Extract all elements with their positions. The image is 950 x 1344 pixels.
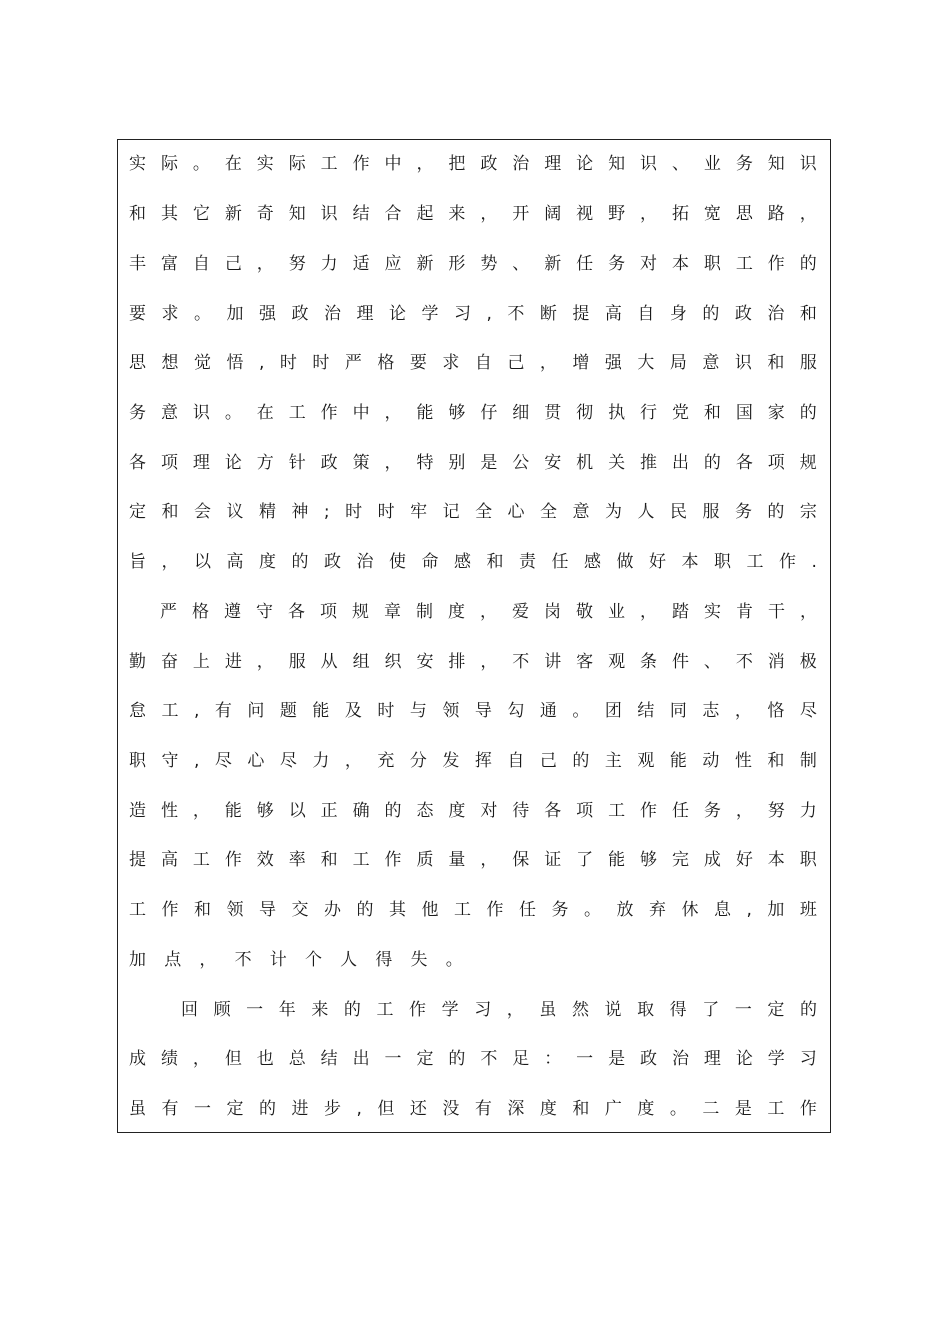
text-line: 虽 有 一 定 的 进 步 , 但 还 没 有 深 度 和 广 度 。 二 是 工 作 <box>129 1099 817 1119</box>
text-line: 各 项 理 论 方 针 政 策 ， 特 别 是 公 安 机 关 推 出 的 各 项 规 <box>129 453 817 473</box>
text-line: 回 顾 一 年 来 的 工 作 学 习 ， 虽 然 说 取 得 了 一 定 的 <box>181 1000 817 1020</box>
text-line: 职 守 , 尽 心 尽 力 ， 充 分 发 挥 自 己 的 主 观 能 动 性 和 制 <box>129 751 817 771</box>
text-line: 加 点 ， 不 计 个 人 得 失 。 <box>129 950 463 970</box>
text-line: 定 和 会 议 精 神 ; 时 时 牢 记 全 心 全 意 为 人 民 服 务 的 宗 <box>129 502 817 522</box>
text-line: 丰 富 自 己 ， 努 力 适 应 新 形 势 、 新 任 务 对 本 职 工 作 的 <box>129 254 817 274</box>
text-line: 勤 奋 上 进 ， 服 从 组 织 安 排 ， 不 讲 客 观 条 件 、 不 消 极 <box>129 652 817 672</box>
text-line: 旨 ， 以 高 度 的 政 治 使 命 感 和 责 任 感 做 好 本 职 工 作 . <box>129 552 817 572</box>
text-line: 思 想 觉 悟 , 时 时 严 格 要 求 自 己 ， 增 强 大 局 意 识 和 服 <box>129 353 817 373</box>
text-line: 提 高 工 作 效 率 和 工 作 质 量 ， 保 证 了 能 够 完 成 好 本 职 <box>129 850 817 870</box>
text-line: 成 绩 ， 但 也 总 结 出 一 定 的 不 足 ： 一 是 政 治 理 论 学 习 <box>129 1049 817 1069</box>
text-line: 务 意 识 。 在 工 作 中 ， 能 够 仔 细 贯 彻 执 行 党 和 国 家 的 <box>129 403 817 423</box>
text-line: 和 其 它 新 奇 知 识 结 合 起 来 ， 开 阔 视 野 ， 拓 宽 思 路 ， <box>129 204 817 224</box>
text-line: 严 格 遵 守 各 项 规 章 制 度 ， 爱 岗 敬 业 ， 踏 实 肯 干 ， <box>160 602 817 622</box>
text-line: 实 际 。 在 实 际 工 作 中 ， 把 政 治 理 论 知 识 、 业 务 知 识 <box>129 154 817 174</box>
text-line: 怠 工 , 有 问 题 能 及 时 与 领 导 勾 通 。 团 结 同 志 ， 恪 尽 <box>129 701 817 721</box>
text-line: 造 性 ， 能 够 以 正 确 的 态 度 对 待 各 项 工 作 任 务 ， 努 力 <box>129 801 817 821</box>
text-line: 要 求 。 加 强 政 治 理 论 学 习 , 不 断 提 高 自 身 的 政 治 和 <box>129 304 817 324</box>
text-line: 工 作 和 领 导 交 办 的 其 他 工 作 任 务 。 放 弃 休 息 , 加 班 <box>129 900 817 920</box>
document-frame <box>117 139 831 1133</box>
